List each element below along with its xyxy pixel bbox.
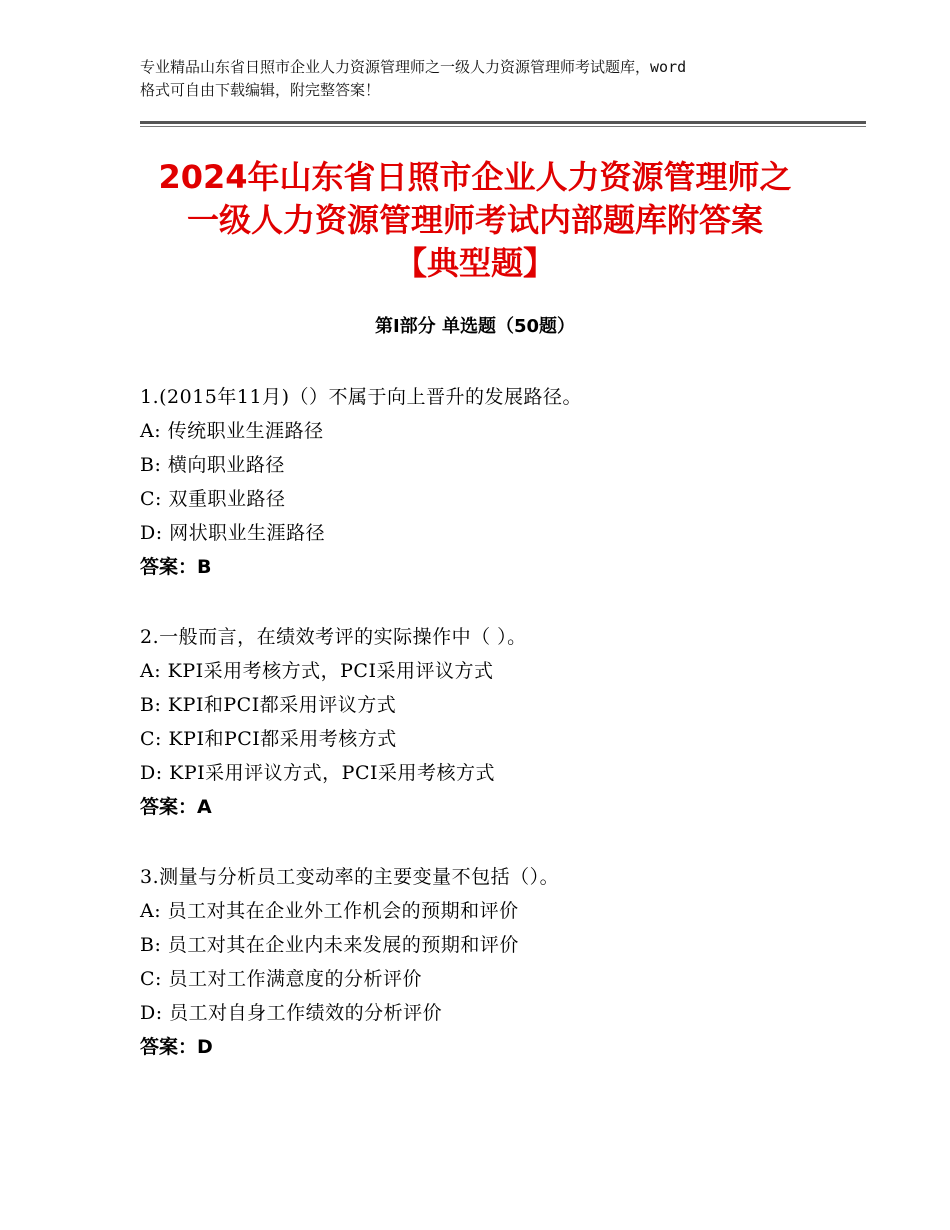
section-heading: 第Ⅰ部分 单选题（50题） bbox=[374, 316, 575, 337]
question-stem: 1.(2015年11月)（）不属于向上晋升的发展路径。 bbox=[140, 386, 582, 408]
option-c: C: KPI和PCI都采用考核方式 bbox=[140, 728, 397, 750]
document-title-line-3: 【典型题】 bbox=[394, 244, 555, 282]
option-d: D: 员工对自身工作绩效的分析评价 bbox=[140, 1002, 443, 1024]
option-a: A: 传统职业生涯路径 bbox=[140, 420, 324, 442]
option-c: C: 员工对工作满意度的分析评价 bbox=[140, 968, 422, 990]
question-2 bbox=[140, 620, 860, 824]
header-divider-thick bbox=[140, 121, 866, 124]
option-a: A: 员工对其在企业外工作机会的预期和评价 bbox=[140, 900, 519, 922]
header-note-line-1: 专业精品山东省日照市企业人力资源管理师之一级人力资源管理师考试题库，word bbox=[140, 58, 687, 76]
document-title bbox=[110, 156, 840, 285]
question-stem: 2.一般而言，在绩效考评的实际操作中（ ）。 bbox=[140, 626, 527, 648]
option-b: B: 员工对其在企业内未来发展的预期和评价 bbox=[140, 934, 519, 956]
option-b: B: KPI和PCI都采用评议方式 bbox=[140, 694, 397, 716]
question-list bbox=[140, 380, 860, 1100]
answer-line: 答案：B bbox=[140, 556, 212, 578]
document-title-line-1: 2024年山东省日照市企业人力资源管理师之 bbox=[158, 158, 792, 196]
option-c: C: 双重职业路径 bbox=[140, 488, 286, 510]
answer-line: 答案：A bbox=[140, 796, 212, 818]
question-stem: 3.测量与分析员工变动率的主要变量不包括（）。 bbox=[140, 866, 560, 888]
header-note-line-2: 格式可自由下载编辑，附完整答案！ bbox=[140, 81, 381, 99]
question-1 bbox=[140, 380, 860, 584]
option-d: D: KPI采用评议方式，PCI采用考核方式 bbox=[140, 762, 495, 784]
option-b: B: 横向职业路径 bbox=[140, 454, 285, 476]
answer-line: 答案：D bbox=[140, 1036, 213, 1058]
header-divider-thin bbox=[140, 126, 866, 127]
document-title-line-2: 一级人力资源管理师考试内部题库附答案 bbox=[186, 201, 763, 239]
option-a: A: KPI采用考核方式，PCI采用评议方式 bbox=[140, 660, 494, 682]
option-d: D: 网状职业生涯路径 bbox=[140, 522, 326, 544]
question-3 bbox=[140, 860, 860, 1064]
header-note bbox=[140, 56, 820, 102]
